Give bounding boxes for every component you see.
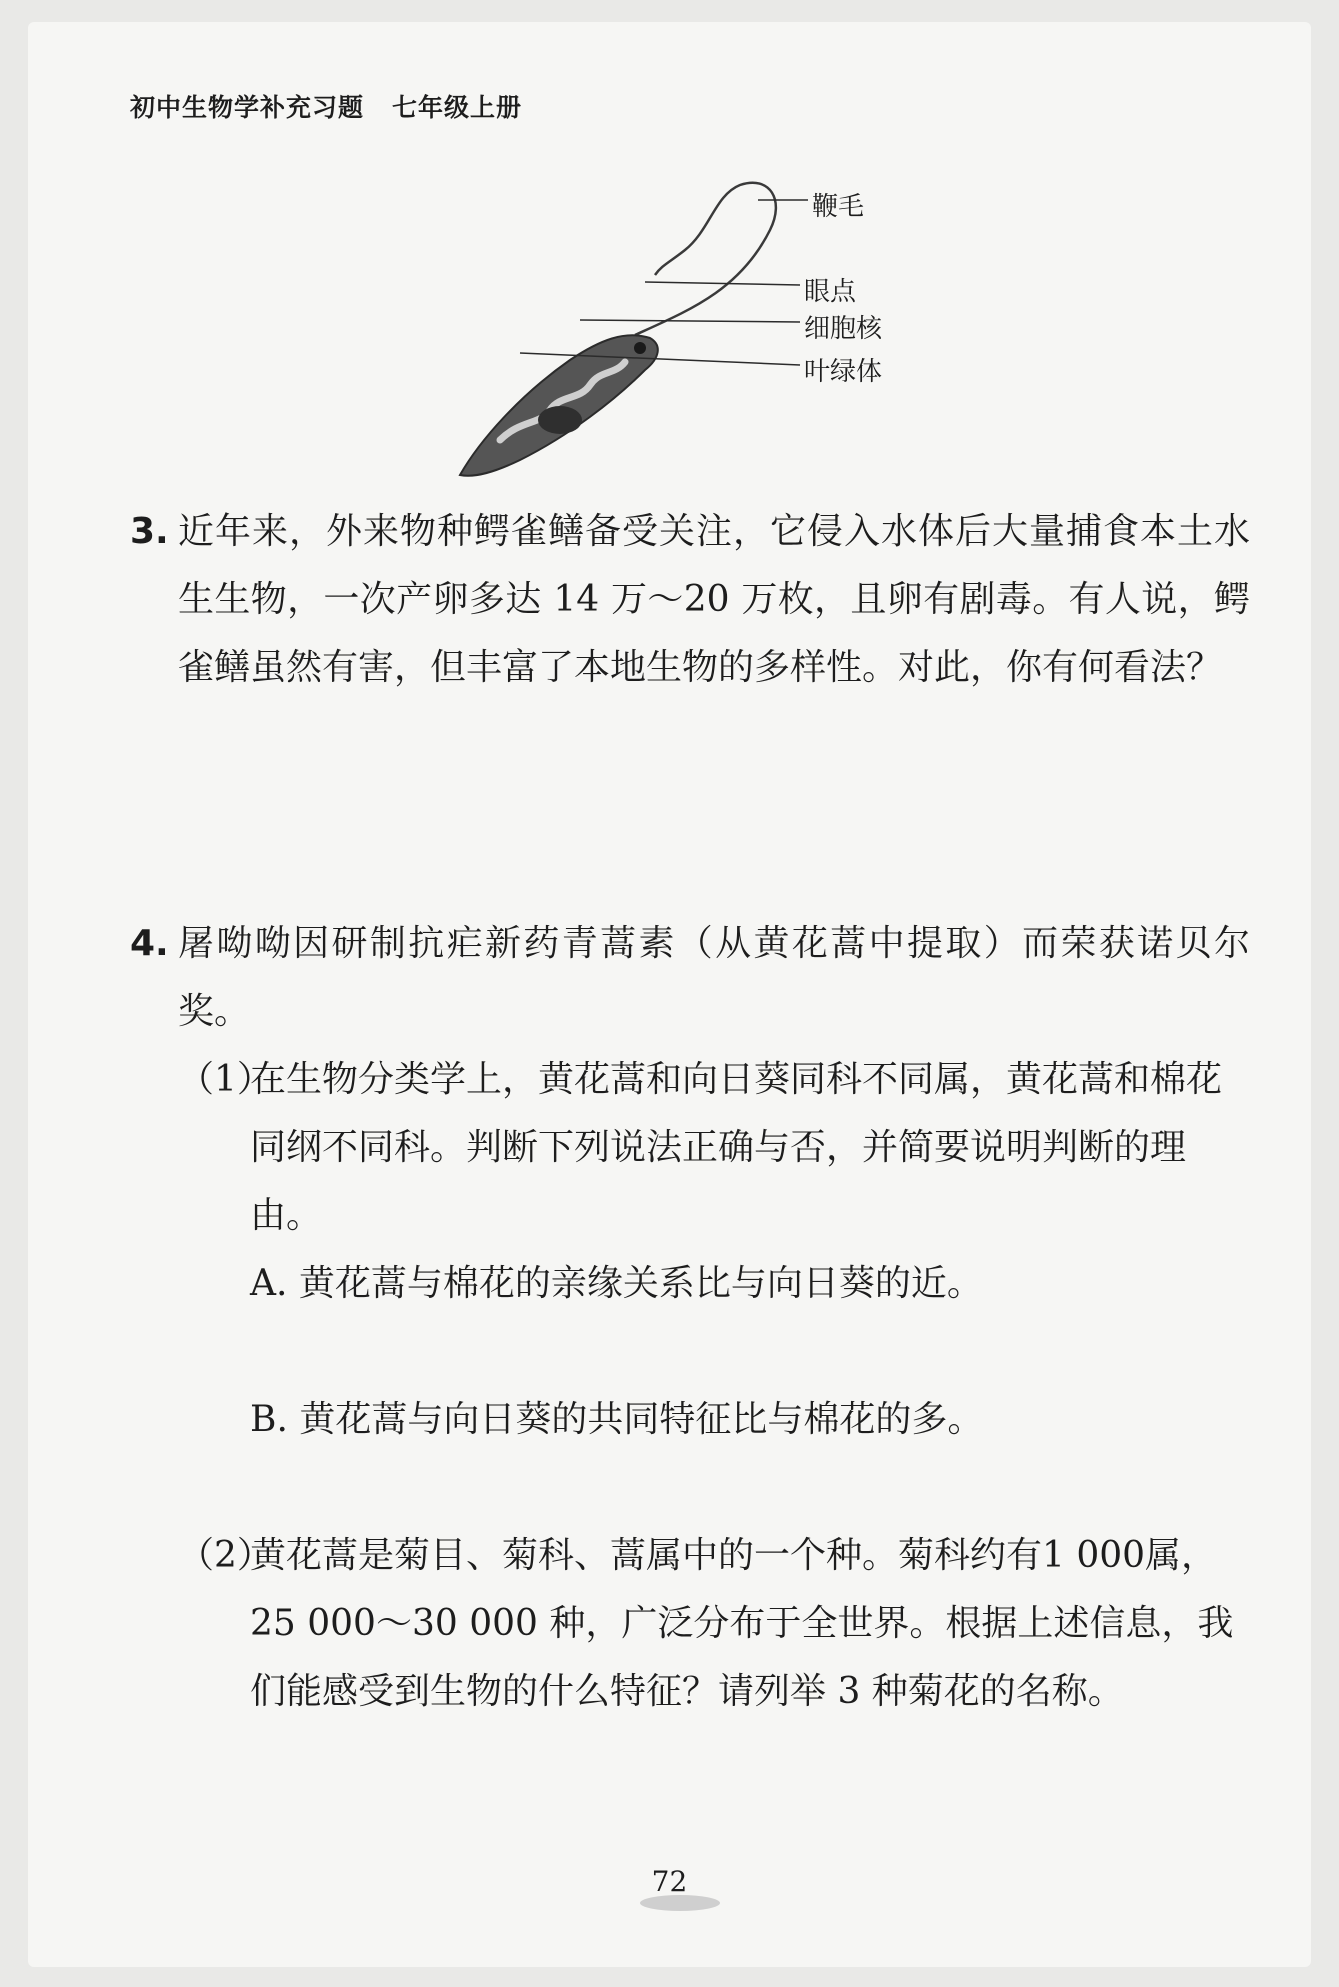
nucleus-shape (538, 406, 582, 434)
label-nucleus: 细胞核 (804, 314, 883, 344)
label-chloroplast: 叶绿体 (804, 357, 883, 387)
sub-question-text: 在生物分类学上，黄花蒿和向日葵同科不同属，黄花蒿和棉花同纲不同科。判断下列说法正确与否，并简要说明判断的理由。 (250, 1059, 1223, 1236)
sub-question-1 (178, 1046, 1250, 1250)
question-3 (130, 498, 1250, 702)
option-a: A. 黄花蒿与棉花的亲缘关系比与向日葵的近。 (250, 1263, 983, 1304)
question-number: 3. (130, 511, 169, 552)
label-flagellum: 鞭毛 (812, 192, 865, 222)
running-header (130, 88, 522, 124)
flagellum-line (635, 183, 776, 335)
eyespot-shape (634, 342, 646, 354)
question-text: 近年来，外来物种鳄雀鳝备受关注，它侵入水体后大量捕食本土水生生物，一次产卵多达 14 万～20 万枚，且卵有剧毒。有人说，鳄雀鳝虽然有害，但丰富了本地生物的多样性。对此，你有何看法？ (178, 511, 1250, 688)
question-4 (130, 910, 1250, 1046)
option-b: B. 黄花蒿与向日葵的共同特征比与棉花的多。 (250, 1399, 984, 1440)
label-eyespot: 眼点 (804, 277, 857, 307)
sub-question-number: （1） (178, 1059, 273, 1100)
question-text: 屠呦呦因研制抗疟新药青蒿素（从黄花蒿中提取）而荣获诺贝尔奖。 (178, 923, 1250, 1032)
question-number: 4. (130, 923, 169, 964)
sub-question-text: 黄花蒿是菊目、菊科、蒿属中的一个种。菊科约有1 000属，25 000～30 000 种，广泛分布于全世界。根据上述信息，我们能感受到生物的什么特征？请列举 3 种菊花的名称。 (250, 1535, 1234, 1712)
sub-question-2 (178, 1522, 1250, 1726)
grade-label: 七年级上册 (392, 93, 523, 122)
book-title: 初中生物学补充习题 (130, 93, 365, 122)
page-number: 72 (651, 1865, 688, 1898)
sub-question-number: （2） (178, 1535, 273, 1576)
